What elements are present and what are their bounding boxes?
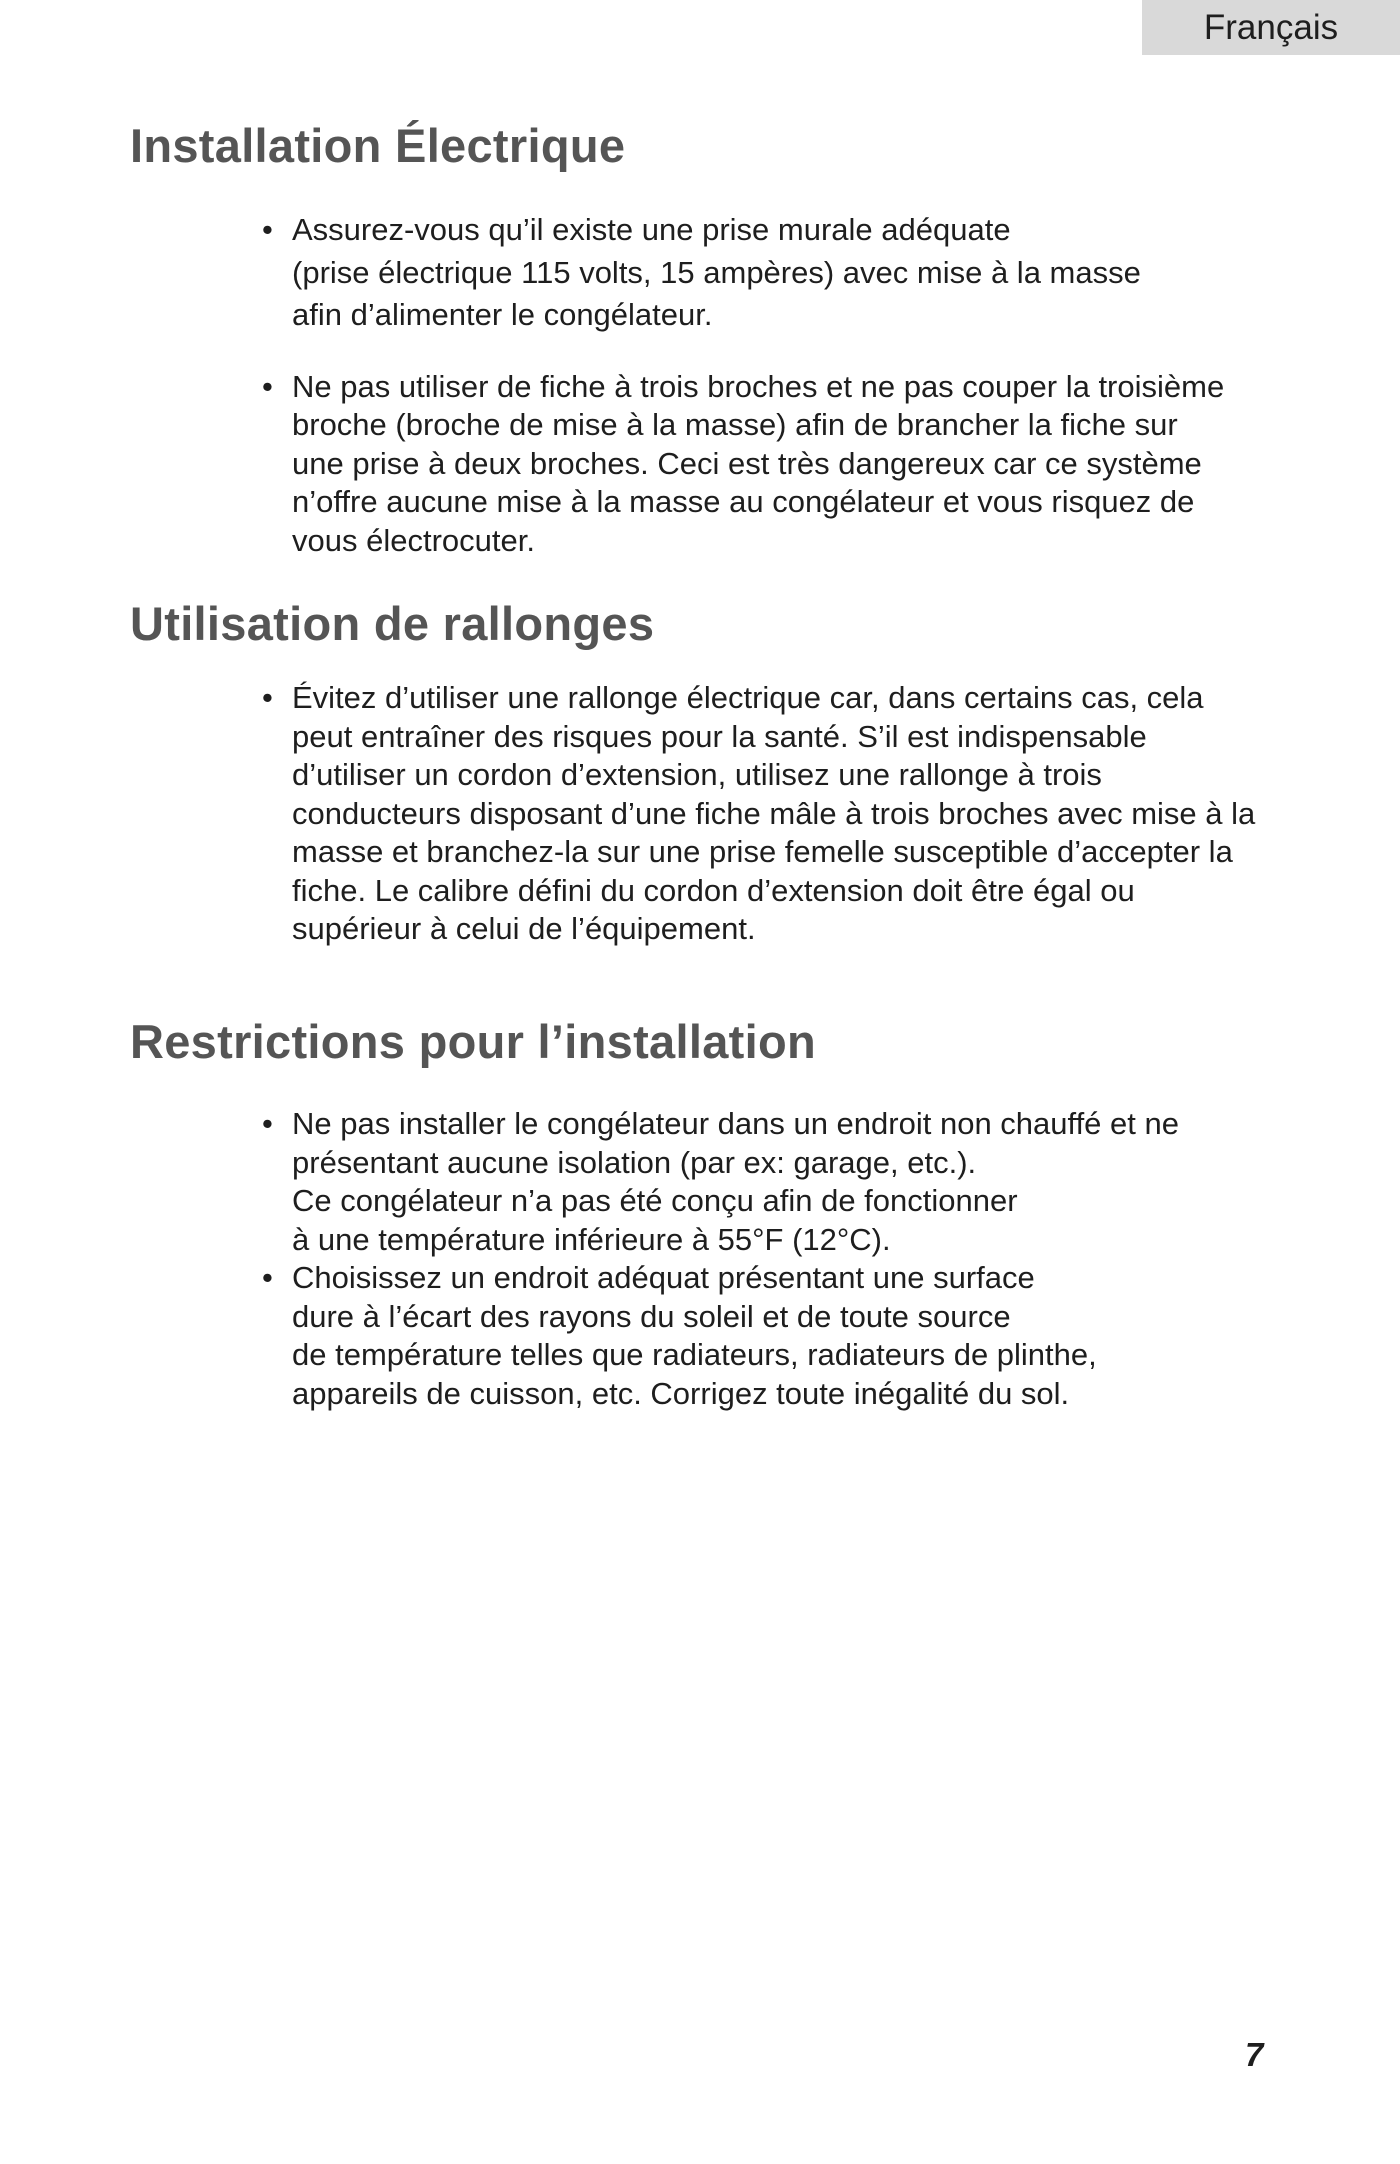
text-line: fiche. Le calibre défini du cordon d’extension doit être égal ou [292, 872, 1135, 908]
installation-restrictions-list [262, 1105, 1282, 1413]
text-line: de température telles que radiateurs, radiateurs de plinthe, [292, 1337, 1097, 1372]
text-line: Évitez d’utiliser une rallonge électrique car, dans certains cas, cela [292, 680, 1204, 715]
electrical-installation-list [262, 211, 1282, 560]
list-item [262, 1259, 1282, 1413]
text-line: à une température inférieure à 55°F (12°C). [292, 1221, 891, 1257]
text-line: Ne pas utiliser de fiche à trois broches et ne pas couper la troisième [292, 368, 1225, 404]
text-line: afin d’alimenter le congélateur. [292, 297, 713, 332]
section-title-electrical-installation: Installation Électrique [130, 119, 626, 172]
text-line: une prise à deux broches. Ceci est très dangereux car ce système [292, 445, 1202, 481]
section-title-extension-cords: Utilisation de rallonges [130, 597, 655, 650]
extension-cords-list [262, 679, 1282, 949]
text-line: conducteurs disposant d’une fiche mâle à trois broches avec mise à la [292, 795, 1256, 831]
page-number: 7 [1245, 2036, 1264, 2073]
bullet-icon: • [262, 368, 273, 404]
list-item [262, 1105, 1282, 1259]
text-line: peut entraîner des risques pour la santé. S’il est indispensable [292, 718, 1147, 754]
section-title-installation-restrictions: Restrictions pour l’installation [130, 1015, 816, 1068]
list-item [262, 368, 1282, 561]
text-line: vous électrocuter. [292, 522, 535, 558]
text-line: présentant aucune isolation (par ex: garage, etc.). [292, 1144, 977, 1180]
text-line: Ce congélateur n’a pas été conçu afin de fonctionner [292, 1183, 1018, 1218]
text-line: Assurez-vous qu’il existe une prise murale adéquate [292, 212, 1011, 247]
list-item [262, 211, 1282, 335]
text-line: masse et branchez-la sur une prise femelle susceptible d’accepter la [292, 834, 1233, 869]
bullet-icon: • [262, 1260, 273, 1295]
text-line: dure à l’écart des rayons du soleil et de toute source [292, 1298, 1011, 1334]
language-tab: Français [1142, 0, 1400, 55]
text-line: (prise électrique 115 volts, 15 ampères) avec mise à la masse [292, 254, 1141, 290]
bullet-icon: • [262, 680, 273, 715]
text-line: supérieur à celui de l’équipement. [292, 911, 756, 946]
bullet-icon: • [262, 1106, 273, 1141]
text-line: n’offre aucune mise à la masse au congélateur et vous risquez de [292, 484, 1195, 519]
list-item [262, 679, 1282, 949]
text-line: appareils de cuisson, etc. Corrigez toute inégalité du sol. [292, 1375, 1070, 1411]
bullet-icon: • [262, 212, 273, 247]
text-line: Ne pas installer le congélateur dans un endroit non chauffé et ne [292, 1106, 1179, 1141]
text-line: Choisissez un endroit adéquat présentant une surface [292, 1260, 1035, 1295]
text-line: d’utiliser un cordon d’extension, utilisez une rallonge à trois [292, 757, 1102, 792]
text-line: broche (broche de mise à la masse) afin de brancher la fiche sur [292, 407, 1178, 442]
